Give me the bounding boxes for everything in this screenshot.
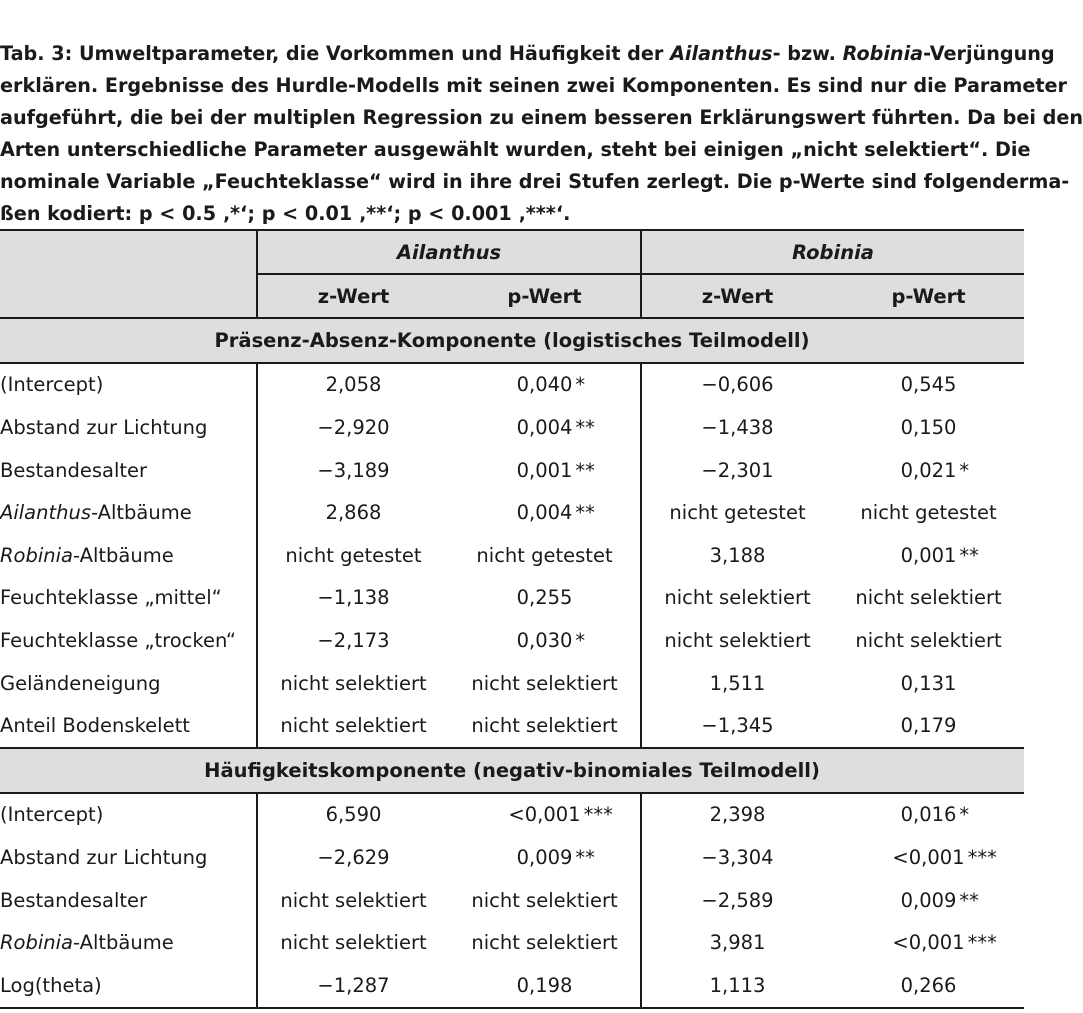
row-label — [0, 793, 257, 837]
row-label — [0, 363, 257, 407]
header-corner — [0, 230, 257, 274]
p-value-cell — [833, 406, 1024, 449]
cell-value — [280, 714, 426, 737]
cell-value — [471, 672, 617, 695]
cell-value — [901, 974, 957, 997]
cell-value — [471, 714, 617, 737]
cell-value — [517, 974, 573, 997]
value-text: −2,589 — [701, 888, 774, 912]
table-row — [0, 879, 1024, 922]
p-value-cell — [449, 836, 641, 879]
significance-stars: ** — [575, 845, 595, 869]
cell-value — [855, 629, 1001, 652]
value-text: −2,920 — [317, 415, 390, 439]
significance-stars: *** — [967, 931, 997, 955]
p-value-cell — [833, 921, 1024, 964]
species-name: Robinia — [0, 543, 74, 567]
cell-value — [710, 974, 766, 997]
cell-value — [701, 846, 773, 869]
cell-value — [317, 586, 389, 609]
z-value-cell — [257, 793, 449, 837]
cell-value — [471, 931, 617, 954]
value-text: −3,189 — [317, 458, 390, 482]
value-text: 0,009 — [900, 888, 957, 912]
p-value-cell — [449, 491, 641, 534]
p-value-cell — [833, 793, 1024, 837]
value-text: nicht selektiert — [471, 888, 618, 912]
significance-stars: ** — [575, 415, 595, 439]
caption-line: ßen kodiert: p < 0.5 ‚*‘; p < 0.01 ‚**‘; p < 0.001 ‚***‘. — [0, 202, 571, 225]
caption-line: aufgeführt, die bei der multiplen Regression zu einem besseren Erklärungswert führten. Da bei den — [0, 106, 1083, 129]
cell-value — [900, 543, 979, 567]
cell-value — [517, 586, 573, 609]
cell-value — [516, 373, 586, 397]
cell-value — [280, 931, 426, 954]
p-value-cell — [833, 449, 1024, 492]
p-value-cell — [833, 662, 1024, 705]
row-label — [0, 449, 257, 492]
table-row — [0, 619, 1024, 662]
row-label — [0, 619, 257, 662]
value-text: 0,001 — [516, 458, 573, 482]
cell-value — [669, 501, 805, 524]
caption-line: Arten unterschiedliche Parameter ausgewählt wurden, steht bei einigen „nicht selektiert“. Die — [0, 138, 1031, 161]
significance-stars: *** — [583, 803, 613, 827]
p-value-cell — [449, 879, 641, 922]
significance-stars: * — [959, 458, 970, 482]
cell-value — [900, 458, 970, 482]
label-text: Abstand zur Lichtung — [0, 845, 208, 869]
p-value-cell — [449, 449, 641, 492]
row-label — [0, 704, 257, 748]
z-value-cell — [641, 406, 833, 449]
label-text: Geländeneigung — [0, 671, 161, 695]
cell-value — [516, 458, 595, 482]
z-value-cell — [257, 704, 449, 748]
p-value-cell — [833, 577, 1024, 620]
z-value-cell — [641, 921, 833, 964]
cell-value — [317, 974, 389, 997]
cell-value — [892, 931, 997, 955]
value-text: 0,009 — [516, 845, 573, 869]
table-row — [0, 921, 1024, 964]
cell-value — [664, 629, 810, 652]
z-value-cell — [257, 363, 449, 407]
caption-line: erklären. Ergebnisse des Hurdle-Modells mit seinen zwei Komponenten. Es sind nur die Parameter — [0, 74, 1067, 97]
value-text: 1,511 — [709, 671, 766, 695]
significance-stars: * — [575, 628, 586, 652]
table-row — [0, 662, 1024, 705]
value-text: nicht getestet — [669, 501, 806, 525]
cell-value — [508, 803, 613, 827]
section-title: Häufigkeitskomponente (negativ-binomiales Teilmodell) — [0, 748, 1024, 793]
cell-value — [326, 373, 382, 396]
cell-value — [476, 544, 612, 567]
cell-value — [516, 628, 586, 652]
z-value-cell — [641, 704, 833, 748]
p-value-cell — [449, 662, 641, 705]
caption-text: - bzw. — [772, 42, 843, 65]
p-value-cell — [833, 836, 1024, 879]
value-text: nicht selektiert — [280, 931, 427, 955]
p-value-cell — [449, 793, 641, 837]
table-row — [0, 577, 1024, 620]
value-text: −2,173 — [317, 628, 390, 652]
row-label — [0, 406, 257, 449]
value-text: nicht selektiert — [280, 714, 427, 738]
p-value-cell — [833, 964, 1024, 1008]
p-value-cell — [449, 534, 641, 577]
value-text: 2,398 — [709, 803, 766, 827]
z-value-cell — [641, 964, 833, 1008]
value-text: nicht selektiert — [280, 888, 427, 912]
cell-value — [280, 672, 426, 695]
z-value-cell — [257, 491, 449, 534]
row-label — [0, 662, 257, 705]
label-text: Feuchteklasse „trocken“ — [0, 628, 237, 652]
value-text: <0,001 — [892, 845, 965, 869]
significance-stars: ** — [959, 543, 979, 567]
header-group-robinia: Robinia — [641, 230, 1024, 274]
z-value-cell — [641, 793, 833, 837]
table-caption — [0, 38, 1083, 230]
header-corner — [0, 274, 257, 318]
cell-value — [892, 845, 997, 869]
z-value-cell — [641, 619, 833, 662]
value-text: nicht selektiert — [664, 586, 811, 610]
cell-value — [901, 672, 957, 695]
value-text: 0,545 — [900, 373, 957, 397]
label-text: Abstand zur Lichtung — [0, 415, 208, 439]
section-header-row — [0, 318, 1024, 363]
cell-value — [710, 672, 766, 695]
value-text: −3,304 — [701, 845, 774, 869]
caption-species-robinia: Robinia — [842, 42, 924, 65]
value-text: <0,001 — [892, 931, 965, 955]
label-text: -Altbäume — [73, 931, 174, 955]
value-text: nicht selektiert — [471, 931, 618, 955]
p-value-cell — [449, 704, 641, 748]
value-text: 0,150 — [900, 415, 957, 439]
value-text: 6,590 — [325, 803, 382, 827]
value-text: 0,255 — [516, 586, 573, 610]
value-text: −1,345 — [701, 714, 774, 738]
value-text: nicht selektiert — [471, 714, 618, 738]
species-name: Robinia — [0, 931, 74, 955]
z-value-cell — [257, 406, 449, 449]
p-value-cell — [449, 363, 641, 407]
value-text: nicht selektiert — [855, 628, 1002, 652]
label-text: (Intercept) — [0, 373, 104, 397]
table-row — [0, 449, 1024, 492]
header-group-ailanthus: Ailanthus — [257, 230, 641, 274]
caption-line: nominale Variable „Feuchteklasse“ wird in ihre drei Stufen zerlegt. Die p-Werte sind folgenderma- — [0, 170, 1070, 193]
value-text: 0,004 — [516, 501, 573, 525]
cell-value — [900, 888, 979, 912]
p-value-cell — [833, 879, 1024, 922]
label-text: Feuchteklasse „mittel“ — [0, 586, 222, 610]
value-text: −0,606 — [701, 373, 774, 397]
significance-stars: ** — [575, 501, 595, 525]
value-text: 1,113 — [709, 973, 766, 997]
row-label — [0, 577, 257, 620]
p-value-cell — [833, 704, 1024, 748]
table-row — [0, 836, 1024, 879]
z-value-cell — [641, 577, 833, 620]
cell-value — [901, 714, 957, 737]
value-text: −1,438 — [701, 415, 774, 439]
cell-value — [317, 629, 389, 652]
table-row — [0, 534, 1024, 577]
label-text: (Intercept) — [0, 803, 104, 827]
cell-value — [701, 459, 773, 482]
p-value-cell — [449, 577, 641, 620]
caption-text: -Verjüngung — [923, 42, 1055, 65]
z-value-cell — [641, 363, 833, 407]
z-value-cell — [257, 577, 449, 620]
value-text: 0,021 — [900, 458, 957, 482]
label-text: Bestandesalter — [0, 888, 148, 912]
value-text: 0,030 — [516, 628, 573, 652]
value-text: 0,179 — [900, 714, 957, 738]
table-row — [0, 363, 1024, 407]
cell-value — [516, 845, 595, 869]
table-row — [0, 704, 1024, 748]
table-row — [0, 406, 1024, 449]
z-value-cell — [257, 662, 449, 705]
p-value-cell — [833, 363, 1024, 407]
label-text: Log(theta) — [0, 973, 102, 997]
cell-value — [901, 416, 957, 439]
significance-stars: * — [575, 373, 586, 397]
p-value-cell — [833, 534, 1024, 577]
p-value-cell — [449, 619, 641, 662]
value-text: −1,138 — [317, 586, 390, 610]
cell-value — [710, 931, 766, 954]
label-text: -Altbäume — [73, 543, 174, 567]
header-p-wert: p-Wert — [833, 274, 1024, 318]
value-text: nicht getestet — [285, 543, 422, 567]
z-value-cell — [641, 534, 833, 577]
value-text: 0,001 — [900, 543, 957, 567]
z-value-cell — [257, 964, 449, 1008]
caption-text: Tab. 3: Umweltparameter, die Vorkommen und Häufigkeit der — [0, 42, 671, 65]
value-text: 3,188 — [709, 543, 766, 567]
table-row — [0, 964, 1024, 1008]
cell-value — [855, 586, 1001, 609]
cell-value — [701, 889, 773, 912]
z-value-cell — [257, 836, 449, 879]
cell-value — [317, 846, 389, 869]
cell-value — [326, 803, 382, 826]
value-text: 0,266 — [900, 973, 957, 997]
cell-value — [710, 544, 766, 567]
section-header-row — [0, 748, 1024, 793]
z-value-cell — [641, 491, 833, 534]
z-value-cell — [641, 836, 833, 879]
p-value-cell — [449, 406, 641, 449]
cell-value — [317, 416, 389, 439]
cell-value — [701, 373, 773, 396]
header-p-wert: p-Wert — [449, 274, 641, 318]
cell-value — [516, 415, 595, 439]
value-text: 0,131 — [900, 671, 957, 695]
row-label — [0, 921, 257, 964]
cell-value — [710, 803, 766, 826]
significance-stars: ** — [575, 458, 595, 482]
cell-value — [901, 373, 957, 396]
p-value-cell — [833, 491, 1024, 534]
header-row-groups — [0, 230, 1024, 274]
z-value-cell — [257, 449, 449, 492]
value-text: 0,016 — [900, 803, 957, 827]
value-text: 3,981 — [709, 931, 766, 955]
section-title: Präsenz-Absenz-Komponente (logistisches Teilmodell) — [0, 318, 1024, 363]
z-value-cell — [257, 619, 449, 662]
z-value-cell — [257, 921, 449, 964]
value-text: nicht selektiert — [471, 671, 618, 695]
value-text: 2,058 — [325, 373, 382, 397]
value-text: −1,287 — [317, 973, 390, 997]
cell-value — [701, 416, 773, 439]
cell-value — [860, 501, 996, 524]
cell-value — [664, 586, 810, 609]
value-text: nicht selektiert — [280, 671, 427, 695]
table-row — [0, 793, 1024, 837]
label-text: Bestandesalter — [0, 458, 148, 482]
row-label — [0, 879, 257, 922]
p-value-cell — [449, 921, 641, 964]
z-value-cell — [257, 534, 449, 577]
significance-stars: ** — [959, 888, 979, 912]
header-z-wert: z-Wert — [257, 274, 449, 318]
row-label — [0, 534, 257, 577]
significance-stars: *** — [967, 845, 997, 869]
value-text: nicht selektiert — [855, 586, 1002, 610]
cell-value — [516, 501, 595, 525]
value-text: nicht getestet — [860, 501, 997, 525]
value-text: <0,001 — [508, 803, 581, 827]
cell-value — [280, 889, 426, 912]
cell-value — [285, 544, 421, 567]
header-row-stats — [0, 274, 1024, 318]
p-value-cell — [833, 619, 1024, 662]
row-label — [0, 491, 257, 534]
value-text: 0,040 — [516, 373, 573, 397]
row-label — [0, 964, 257, 1008]
value-text: 0,198 — [516, 973, 573, 997]
header-z-wert: z-Wert — [641, 274, 833, 318]
value-text: nicht selektiert — [664, 628, 811, 652]
table-body — [0, 318, 1024, 1008]
z-value-cell — [641, 449, 833, 492]
value-text: −2,301 — [701, 458, 774, 482]
z-value-cell — [641, 662, 833, 705]
cell-value — [326, 501, 382, 524]
row-label — [0, 836, 257, 879]
table-row — [0, 491, 1024, 534]
p-value-cell — [449, 964, 641, 1008]
label-text: Anteil Bodenskelett — [0, 714, 190, 738]
cell-value — [471, 889, 617, 912]
cell-value — [900, 803, 970, 827]
results-table — [0, 229, 1024, 1009]
z-value-cell — [641, 879, 833, 922]
table-header — [0, 230, 1024, 318]
caption-species-ailanthus: Ailanthus — [670, 42, 773, 65]
cell-value — [701, 714, 773, 737]
z-value-cell — [257, 879, 449, 922]
label-text: -Altbäume — [91, 501, 192, 525]
value-text: 2,868 — [325, 501, 382, 525]
value-text: nicht getestet — [476, 543, 613, 567]
caption-line — [0, 38, 1055, 70]
significance-stars: * — [959, 803, 970, 827]
cell-value — [317, 459, 389, 482]
value-text: 0,004 — [516, 415, 573, 439]
value-text: −2,629 — [317, 845, 390, 869]
species-name: Ailanthus — [0, 501, 92, 525]
